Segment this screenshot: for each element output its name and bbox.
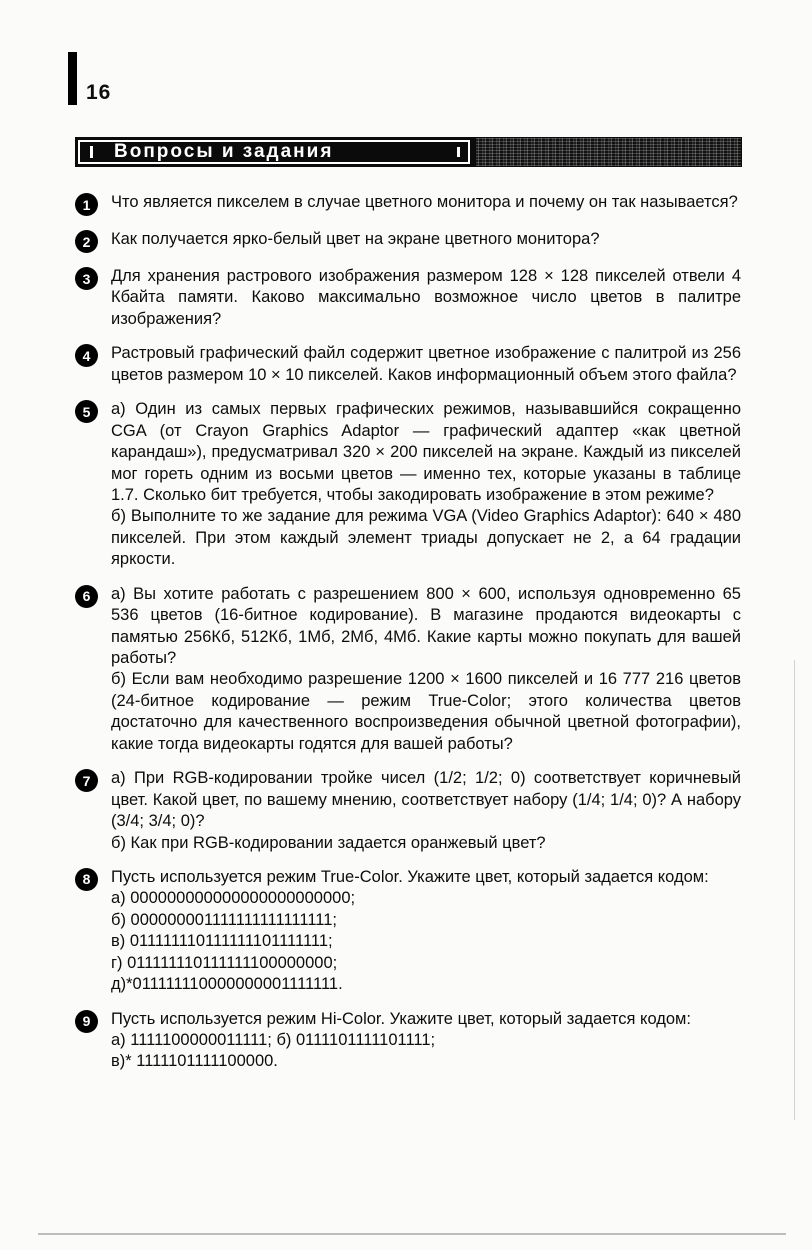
question-paragraph: а) Вы хотите работать с разрешением 800 × 600, используя одновременно 65 536 цветов (16-битное кодирование). В магазине продаются видеокарты с памятью 256Кб, 512Кб, 1Мб, 2Мб, 4Мб. Какие карты можно покупать для вашей работы? <box>111 584 741 667</box>
question-item <box>75 229 741 253</box>
question-number-badge: 8 <box>75 868 98 891</box>
question-number-badge: 6 <box>75 585 98 608</box>
question-body <box>111 867 741 996</box>
questions-list <box>75 192 741 1073</box>
question-item <box>75 1009 741 1073</box>
question-paragraph: в)* 1111101111100000. <box>111 1052 278 1071</box>
question-paragraph: б) Как при RGB-кодировании задается оранжевый цвет? <box>111 833 546 852</box>
question-item <box>75 768 741 854</box>
question-item <box>75 343 741 386</box>
question-paragraph: а) 000000000000000000000000; <box>111 889 356 908</box>
question-paragraph: б) Если вам необходимо разрешение 1200 × 1600 пикселей и 16 777 216 цветов (24-битное кодирование — режим True-Color; этого количества цветов достаточно для качественного воспроизведения обычной цветной фотографии), какие тогда видеокарты годятся для вашей работы? <box>111 670 741 753</box>
question-body <box>111 584 741 756</box>
question-item <box>75 266 741 330</box>
page-number: 16 <box>86 81 112 104</box>
question-paragraph: Что является пикселем в случае цветного монитора и почему он так называется? <box>111 193 738 211</box>
question-body <box>111 1009 741 1073</box>
question-body <box>111 768 741 854</box>
question-paragraph: б) 000000001111111111111111; <box>111 910 337 929</box>
page-number-block <box>68 52 111 105</box>
question-paragraph: а) При RGB-кодировании тройке чисел (1/2; 1/2; 0) соответствует коричневый цвет. Какой цвет, по вашему мнению, соответствует набору (1/4; 1/4; 0)? А набору (3/4; 3/4; 0)? <box>111 769 741 831</box>
scan-artifact-right-line <box>794 660 795 1120</box>
question-number-badge: 2 <box>75 230 98 253</box>
question-body <box>111 229 741 253</box>
page-number-bar <box>68 52 77 105</box>
question-paragraph: б) Выполните то же задание для режима VGA (Video Graphics Adaptor): 640 × 480 пикселей. При этом каждый элемент триады допускает не 2, а 64 градации яркости. <box>111 507 741 569</box>
question-number-badge: 3 <box>75 267 98 290</box>
question-item <box>75 192 741 216</box>
banner-halftone-decoration <box>476 138 741 166</box>
question-paragraph: в) 011111110111111101111111; <box>111 932 333 951</box>
question-number-badge: 7 <box>75 769 98 792</box>
question-body <box>111 399 741 571</box>
question-paragraph: Пусть используется режим True-Color. Укажите цвет, который задается кодом: <box>111 867 709 886</box>
question-number-badge: 1 <box>75 193 98 216</box>
question-item <box>75 399 741 571</box>
question-paragraph: Пусть используется режим Hi-Color. Укажите цвет, который задается кодом: <box>111 1009 691 1028</box>
question-body <box>111 343 741 386</box>
question-item <box>75 584 741 756</box>
question-paragraph: Для хранения растрового изображения размером 128 × 128 пикселей отвели 4 Кбайта памяти. Каково максимально возможное число цветов в палитре изображения? <box>111 267 741 328</box>
question-number-badge: 9 <box>75 1010 98 1033</box>
question-item <box>75 867 741 996</box>
question-body <box>111 192 741 216</box>
section-banner <box>75 137 742 167</box>
question-paragraph: д)*011111110000000001111111. <box>111 975 343 994</box>
section-title: Вопросы и задания <box>114 141 334 162</box>
question-paragraph: Как получается ярко-белый цвет на экране цветного монитора? <box>111 230 600 248</box>
scan-artifact-bottom-line <box>38 1233 786 1235</box>
question-paragraph: г) 011111110111111100000000; <box>111 953 338 972</box>
question-paragraph: Растровый графический файл содержит цветное изображение с палитрой из 256 цветов размером 10 × 10 пикселей. Каков информационный объем этого файла? <box>111 344 741 384</box>
question-paragraph: а) Один из самых первых графических режимов, называвшийся сокращенно CGA (от Crayon Graphics Adaptor — графический адаптер «как цветной карандаш»), предусматривал 320 × 200 пикселей на экране. Каждый из пикселей мог гореть одним из восьми цветов — именно тех, которые указаны в таблице 1.7. Сколько бит требуется, чтобы закодировать изображение в этом режиме? <box>111 400 741 504</box>
question-paragraph: а) 1111100000011111; б) 0111101111101111; <box>111 1031 436 1049</box>
question-body <box>111 266 741 330</box>
question-number-badge: 4 <box>75 344 98 367</box>
section-banner-frame <box>78 140 470 164</box>
question-number-badge: 5 <box>75 400 98 423</box>
